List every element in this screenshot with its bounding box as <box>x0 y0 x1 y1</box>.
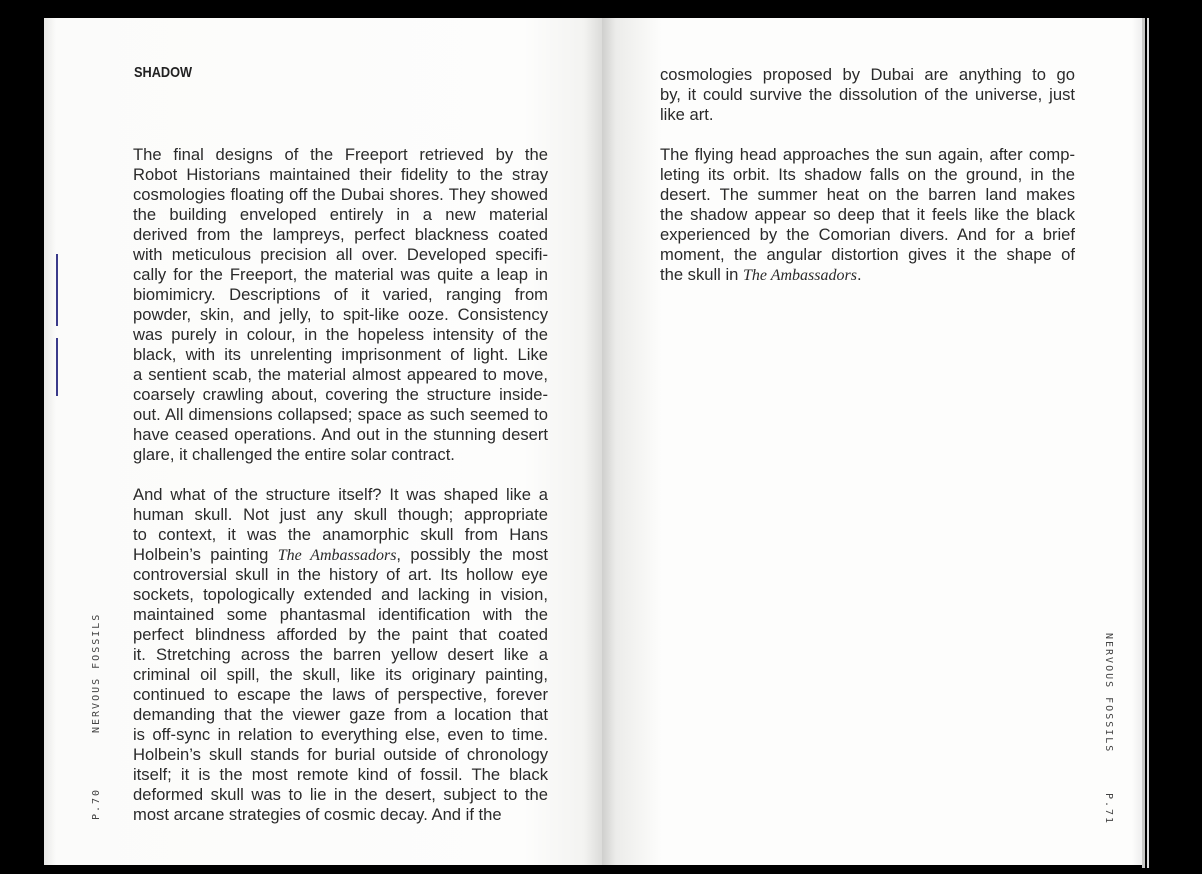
text-line: maintained some phantasmal identification with the <box>133 605 548 624</box>
margin-mark <box>56 254 58 326</box>
text-line: by, it could survive the dissolution of the universe, just <box>660 85 1075 104</box>
text-line: black, with its unrelenting imprisonment of light. Like <box>133 345 548 364</box>
text-fragment: the skull in <box>660 265 744 284</box>
page-number-right: P.71 <box>1103 793 1114 826</box>
text-line: the building enveloped entirely in a new material <box>133 205 548 224</box>
text-line: sockets, topologically extended and lacking in vision, <box>133 585 548 604</box>
section-heading: SHADOW <box>134 64 193 81</box>
text-line: And what of the structure itself? It was shaped like a <box>133 485 548 504</box>
text-line: continued to escape the laws of perspective, forever <box>133 685 548 704</box>
text-line: derived from the lampreys, perfect blackness coated <box>133 225 548 244</box>
text-line: like art. <box>660 105 714 124</box>
text-line: to context, it was the anamorphic skull from Hans <box>133 525 548 544</box>
text-line: a sentient scab, the material almost appeared to move, <box>133 365 548 384</box>
text-fragment: Holbein’s painting <box>133 545 278 564</box>
running-title-left: NERVOUS FOSSILS <box>91 612 102 733</box>
text-line <box>133 545 548 565</box>
text-line: Holbein’s skull stands for burial outside of chronology <box>133 745 548 764</box>
right-text-column <box>660 65 1075 285</box>
text-line: the shadow appear so deep that it feels like the black <box>660 205 1075 224</box>
paragraph <box>660 145 1075 285</box>
text-line: it. Stretching across the barren yellow desert like a <box>133 645 548 664</box>
text-line: itself; it is the most remote kind of fossil. The black <box>133 765 548 784</box>
paragraph <box>660 65 1075 125</box>
text-line: cosmologies floating off the Dubai shores. They showed <box>133 185 548 204</box>
paragraph-gap <box>660 125 1075 145</box>
text-line: cally for the Freeport, the material was quite a leap in <box>133 265 548 284</box>
text-line: perfect blindness afforded by the paint that coated <box>133 625 548 644</box>
paragraph-gap <box>133 465 548 485</box>
text-line: have ceased operations. And out in the stunning desert <box>133 425 548 444</box>
text-line: experienced by the Comorian divers. And for a brief <box>660 225 1075 244</box>
text-line: leting its orbit. Its shadow falls on the ground, in the <box>660 165 1075 184</box>
text-line: coarsely crawling about, covering the structure inside- <box>133 385 548 404</box>
text-line: moment, the angular distortion gives it the shape of <box>660 245 1075 264</box>
text-line <box>660 265 1075 285</box>
text-line: The flying head approaches the sun again, after comp- <box>660 145 1075 164</box>
italic-title: The Ambassadors <box>277 547 397 564</box>
paragraph <box>133 145 548 465</box>
text-line: out. All dimensions collapsed; space as such seemed to <box>133 405 548 424</box>
text-line: most arcane strategies of cosmic decay. And if the <box>133 805 502 824</box>
text-line: glare, it challenged the entire solar contract. <box>133 445 455 464</box>
running-title-right: NERVOUS FOSSILS <box>1103 633 1114 754</box>
text-fragment: . <box>856 265 862 284</box>
text-fragment: , possibly the most <box>396 545 548 564</box>
left-text-column <box>133 145 548 825</box>
italic-title: The Ambassadors <box>743 267 857 284</box>
paragraph <box>133 485 548 825</box>
text-line: is off-sync in relation to everything else, even to time. <box>133 725 548 744</box>
text-line: The final designs of the Freeport retrieved by the <box>133 145 548 164</box>
text-line: biomimicry. Descriptions of it varied, ranging from <box>133 285 548 304</box>
text-line: desert. The summer heat on the barren land makes <box>660 185 1075 204</box>
text-line: Robot Historians maintained their fidelity to the stray <box>133 165 548 184</box>
text-line: cosmologies proposed by Dubai are anything to go <box>660 65 1075 84</box>
text-line: controversial skull in the history of art. Its hollow eye <box>133 565 548 584</box>
text-line: human skull. Not just any skull though; appropriate <box>133 505 548 524</box>
text-line: deformed skull was to lie in the desert, subject to the <box>133 785 548 804</box>
text-line: was purely in colour, in the hopeless intensity of the <box>133 325 548 344</box>
text-line: demanding that the viewer gaze from a location that <box>133 705 548 724</box>
text-line: powder, skin, and jelly, to spit-like ooze. Consistency <box>133 305 548 324</box>
page-edge <box>1147 18 1149 868</box>
text-line: criminal oil spill, the skull, like its originary painting, <box>133 665 548 684</box>
page-number-left: P.70 <box>91 787 102 820</box>
page-edge <box>1142 18 1145 868</box>
text-line: with meticulous precision all over. Developed specifi- <box>133 245 548 264</box>
margin-mark <box>56 338 58 396</box>
